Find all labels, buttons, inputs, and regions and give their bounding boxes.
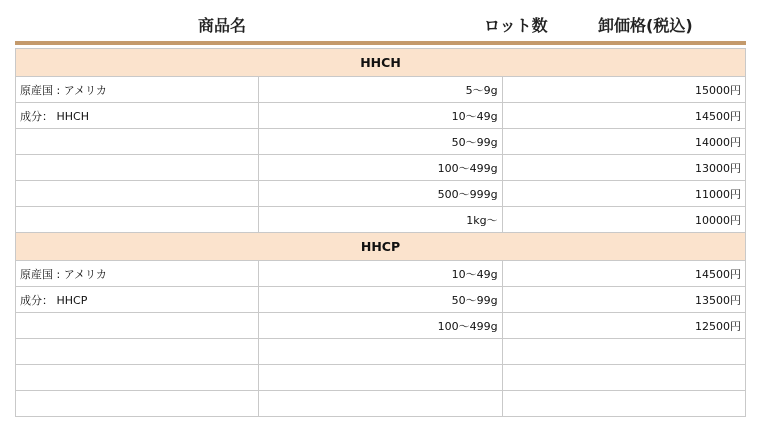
column-header-wholesale-price: 卸価格(税込) xyxy=(598,16,693,35)
product-info-cell xyxy=(16,391,259,417)
lot-cell: 100〜499g xyxy=(259,313,502,339)
price-cell: 13000円 xyxy=(502,155,745,181)
table-row xyxy=(16,261,746,287)
product-info-cell xyxy=(16,365,259,391)
lot-cell: 10〜49g xyxy=(259,103,502,129)
price-cell xyxy=(502,391,745,417)
column-header-product-name: 商品名 xyxy=(198,16,247,35)
lot-cell: 50〜99g xyxy=(259,129,502,155)
price-cell: 11000円 xyxy=(502,181,745,207)
table-row xyxy=(16,181,746,207)
price-cell: 14500円 xyxy=(502,261,745,287)
product-info-cell: 原産国 : アメリカ xyxy=(16,261,259,287)
product-info-cell xyxy=(16,207,259,233)
lot-cell: 50〜99g xyxy=(259,287,502,313)
table-row xyxy=(16,287,746,313)
table-row xyxy=(16,207,746,233)
lot-cell: 500〜999g xyxy=(259,181,502,207)
column-header-lot-count: ロット数 xyxy=(484,16,548,35)
table-row xyxy=(16,77,746,103)
product-info-cell xyxy=(16,181,259,207)
table-row xyxy=(16,339,746,365)
lot-cell: 1kg〜 xyxy=(259,207,502,233)
price-cell xyxy=(502,339,745,365)
table-header xyxy=(15,0,746,41)
price-cell: 15000円 xyxy=(502,77,745,103)
price-cell: 14000円 xyxy=(502,129,745,155)
lot-cell xyxy=(259,391,502,417)
product-info-cell xyxy=(16,313,259,339)
product-info-cell xyxy=(16,339,259,365)
lot-cell xyxy=(259,365,502,391)
table-row xyxy=(16,129,746,155)
lot-cell: 5〜9g xyxy=(259,77,502,103)
price-cell: 14500円 xyxy=(502,103,745,129)
price-table xyxy=(15,48,746,417)
table-row xyxy=(16,365,746,391)
product-info-cell: 成分： HHCH xyxy=(16,103,259,129)
lot-cell: 100〜499g xyxy=(259,155,502,181)
table-row xyxy=(16,103,746,129)
section-header-row xyxy=(16,233,746,261)
table-row xyxy=(16,313,746,339)
table-row xyxy=(16,391,746,417)
section-title-hhch: HHCH xyxy=(16,49,746,77)
lot-cell xyxy=(259,339,502,365)
lot-cell: 10〜49g xyxy=(259,261,502,287)
section-title-hhcp: HHCP xyxy=(16,233,746,261)
table-row xyxy=(16,155,746,181)
price-cell: 13500円 xyxy=(502,287,745,313)
price-cell: 10000円 xyxy=(502,207,745,233)
price-cell: 12500円 xyxy=(502,313,745,339)
section-header-row xyxy=(16,49,746,77)
product-info-cell xyxy=(16,155,259,181)
header-divider xyxy=(15,41,746,45)
product-info-cell xyxy=(16,129,259,155)
product-info-cell: 成分： HHCP xyxy=(16,287,259,313)
product-info-cell: 原産国 : アメリカ xyxy=(16,77,259,103)
price-cell xyxy=(502,365,745,391)
